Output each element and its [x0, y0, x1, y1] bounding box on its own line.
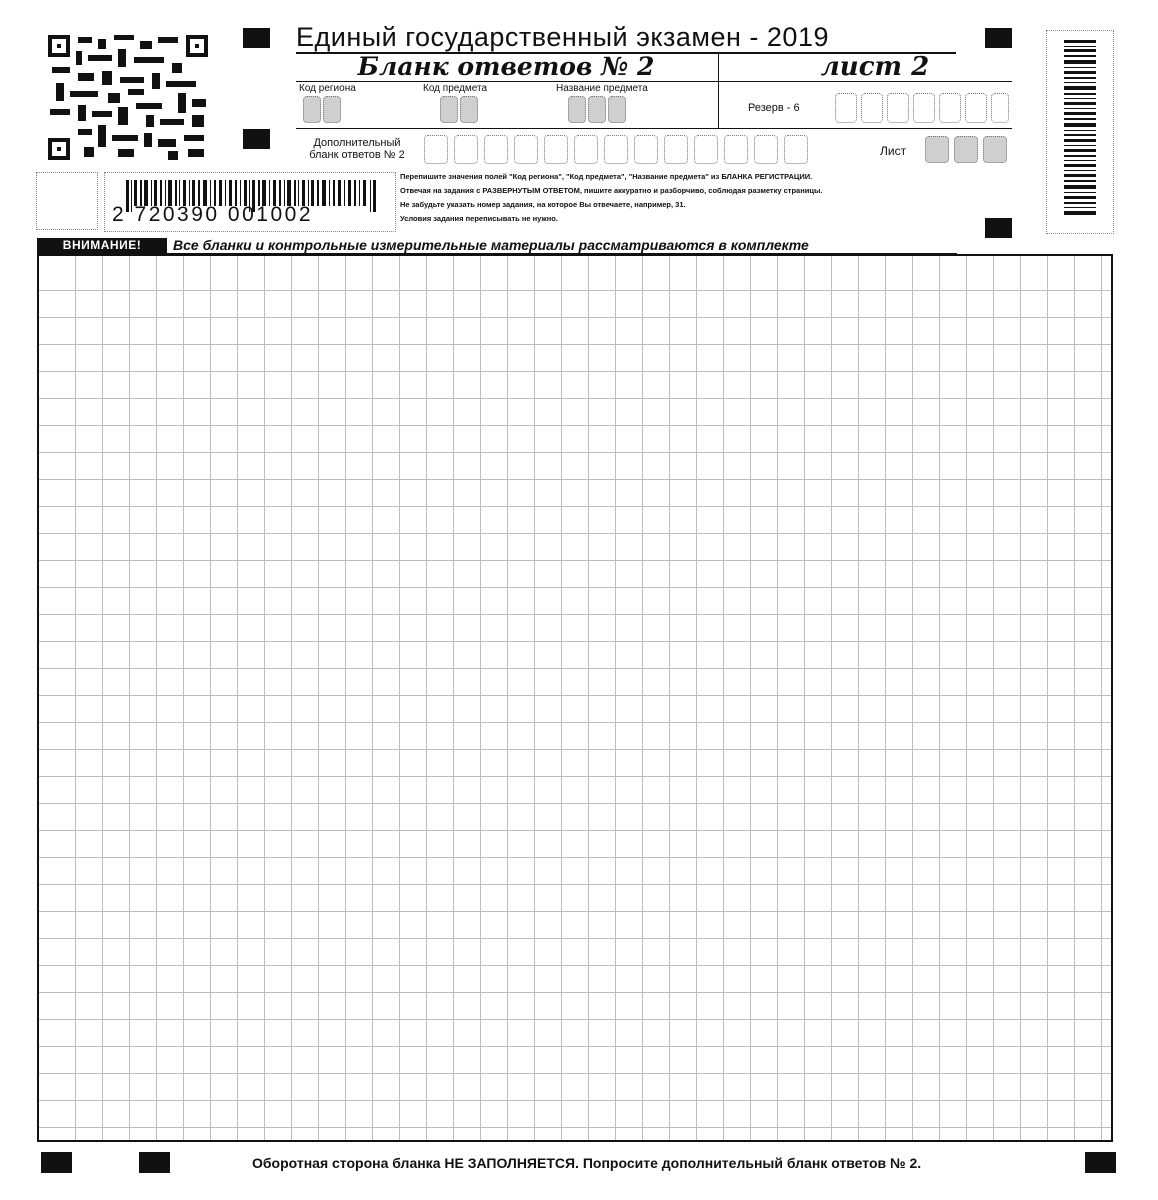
sheet-number-cell[interactable] [954, 136, 978, 163]
attention-badge: ВНИМАНИЕ! [37, 238, 167, 253]
reserve-cell[interactable] [887, 93, 909, 123]
extra-form-number-cell[interactable] [694, 135, 718, 164]
registration-marker-top-left [243, 28, 270, 48]
side-barcode [1064, 40, 1096, 218]
registration-marker-top-right [985, 28, 1012, 48]
extra-form-number-cell[interactable] [754, 135, 778, 164]
subject-code-cell[interactable] [440, 96, 458, 123]
region-code-label: Код региона [299, 83, 356, 94]
sheet-number-cell[interactable] [925, 136, 949, 163]
reserve-cell[interactable] [861, 93, 883, 123]
reserve-cell[interactable] [991, 93, 1009, 123]
extra-form-number-cell[interactable] [634, 135, 658, 164]
subject-name-cell[interactable] [588, 96, 606, 123]
extra-form-number-cell[interactable] [424, 135, 448, 164]
region-code-cell[interactable] [323, 96, 341, 123]
registration-marker-bottom-right [1085, 1152, 1116, 1173]
extra-form-number-cell[interactable] [484, 135, 508, 164]
subject-name-cell[interactable] [608, 96, 626, 123]
subject-code-cell[interactable] [460, 96, 478, 123]
registration-marker-right [985, 218, 1012, 238]
blank-stamp-box [36, 172, 98, 230]
reserve-cell[interactable] [913, 93, 935, 123]
instruction-line-4: Условия задания переписывать не нужно. [400, 214, 558, 223]
region-code-cell[interactable] [303, 96, 321, 123]
qr-code [48, 35, 208, 160]
attention-text: Все бланки и контрольные измерительные материалы рассматриваются в комплекте [173, 237, 809, 253]
reserve-cell[interactable] [939, 93, 961, 123]
subject-code-label: Код предмета [423, 83, 488, 94]
form-title: Бланк ответов № 2 [357, 52, 655, 81]
reserve-cell[interactable] [965, 93, 987, 123]
instruction-line-2: Отвечая на задания с РАЗВЕРНУТЫМ ОТВЕТОМ, пишите аккуратно и разборчиво, соблюдая разметку страницы. [400, 186, 823, 195]
extra-form-label-line1: Дополнительный [313, 137, 401, 149]
extra-form-number-cell[interactable] [724, 135, 748, 164]
header-divider-vertical [718, 52, 719, 128]
extra-form-label [296, 137, 418, 161]
instruction-line-3: Не забудьте указать номер задания, на которое Вы отвечаете, например, 31. [400, 200, 686, 209]
subject-name-label: Название предмета [556, 83, 648, 94]
extra-form-number-cell[interactable] [604, 135, 628, 164]
extra-form-number-cell[interactable] [514, 135, 538, 164]
header-divider-bottom [296, 128, 1012, 129]
form-barcode-digits: 2 720390 001002 [112, 203, 313, 226]
extra-form-number-cell[interactable] [664, 135, 688, 164]
extra-form-label-line2: бланк ответов № 2 [309, 149, 405, 161]
sheet-number-title: лист 2 [820, 52, 930, 82]
header-divider-horizontal [296, 81, 1012, 82]
instruction-line-1: Перепишите значения полей "Код региона", "Код предмета", "Название предмета" из БЛАНКА РЕГИСТРАЦИИ. [400, 172, 813, 181]
extra-form-number-cell[interactable] [574, 135, 598, 164]
extra-form-number-cell[interactable] [784, 135, 808, 164]
registration-marker-mid-left [243, 129, 270, 149]
extra-form-number-cell[interactable] [454, 135, 478, 164]
registration-marker-bottom-left [41, 1152, 72, 1173]
registration-marker-bottom-left-2 [139, 1152, 170, 1173]
reserve-label: Резерв - 6 [748, 102, 800, 114]
answer-grid[interactable] [37, 254, 1113, 1142]
exam-title: Единый государственный экзамен - 2019 [296, 22, 956, 54]
sheet-field-label: Лист [880, 144, 907, 158]
extra-form-number-cell[interactable] [544, 135, 568, 164]
reserve-cell[interactable] [835, 93, 857, 123]
footer-note: Оборотная сторона бланка НЕ ЗАПОЛНЯЕТСЯ. Попросите дополнительный бланк ответов № 2. [252, 1155, 922, 1171]
sheet-number-cell[interactable] [983, 136, 1007, 163]
attention-bar [37, 238, 957, 254]
subject-name-cell[interactable] [568, 96, 586, 123]
